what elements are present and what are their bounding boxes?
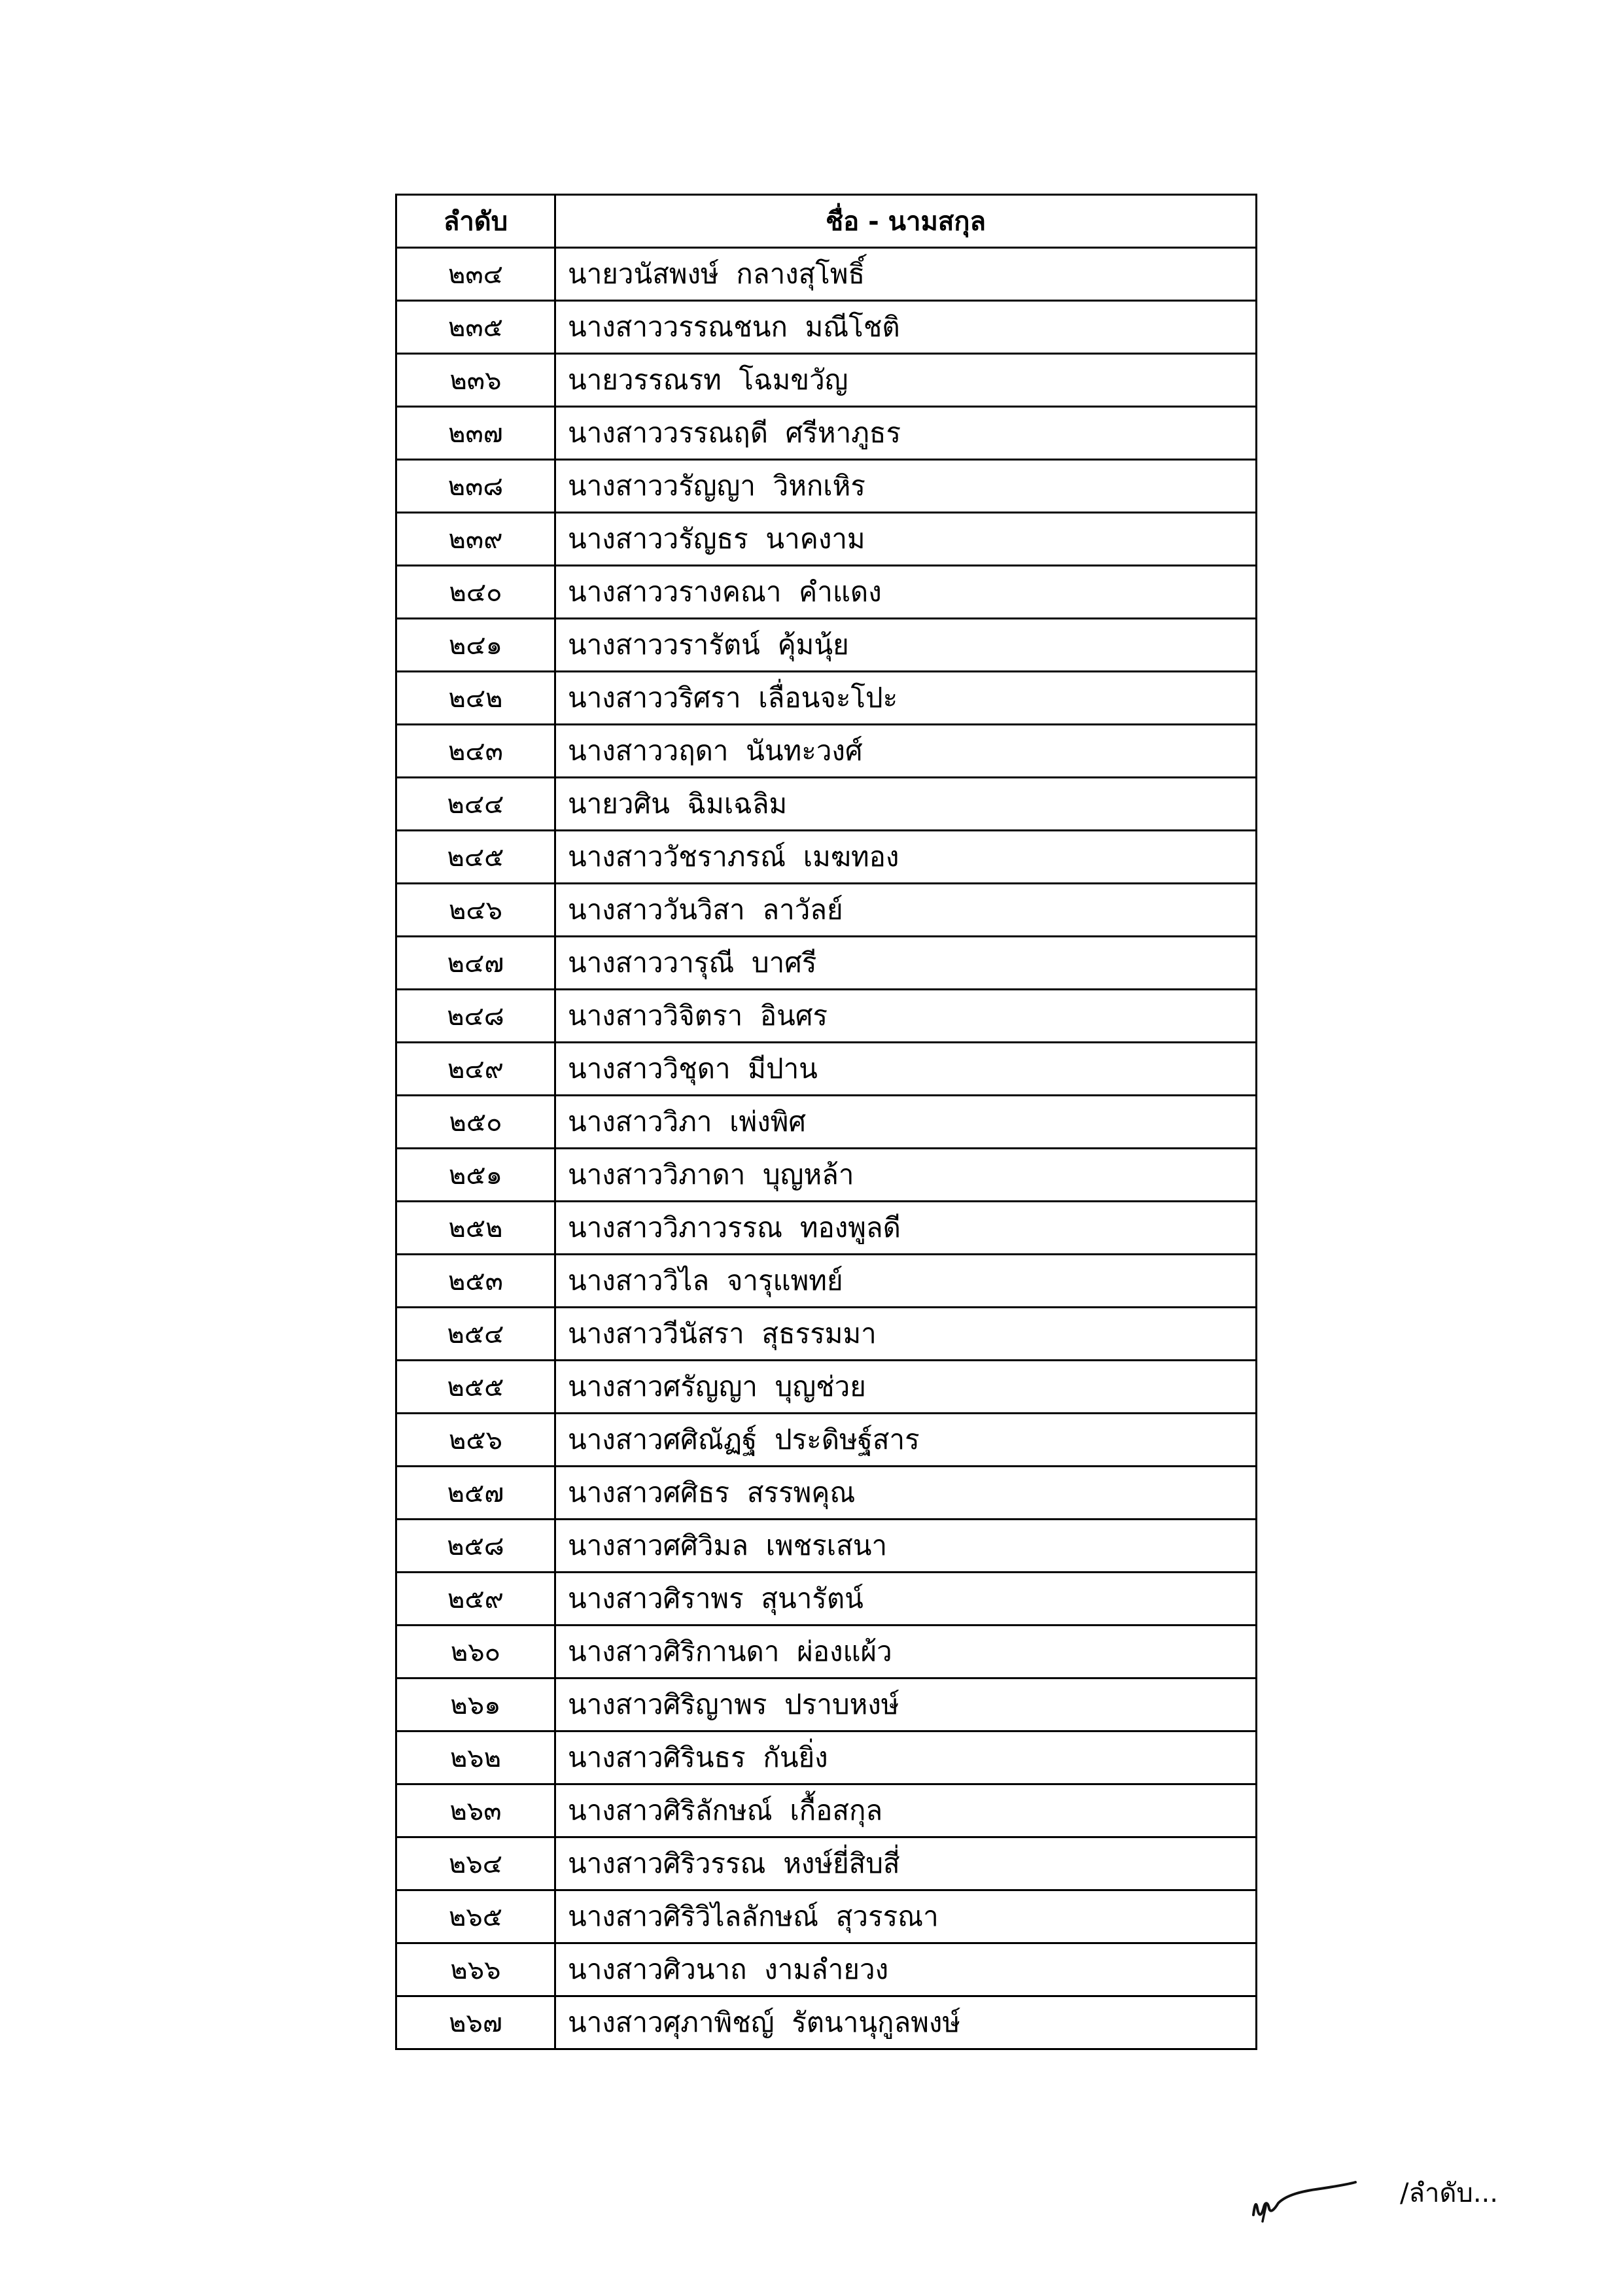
row-number: ๒๕๐ [396, 1096, 555, 1149]
row-full-name: นางสาวศรัญญา บุญช่วย [555, 1361, 1257, 1414]
row-number: ๒๖๐ [396, 1626, 555, 1679]
table-row [396, 778, 1257, 831]
row-full-name: นางสาววริศรา เลื่อนจะโปะ [555, 672, 1257, 725]
row-full-name: นางสาววีนัสรา สุธรรมมา [555, 1308, 1257, 1361]
row-number: ๒๕๗ [396, 1467, 555, 1520]
row-full-name: นางสาวศิริวรรณ หงษ์ยี่สิบสี่ [555, 1837, 1257, 1890]
row-number: ๒๖๑ [396, 1679, 555, 1731]
table-header-row [396, 195, 1257, 248]
table-row [396, 407, 1257, 460]
continuation-note: /ลำดับ... [1400, 2178, 1498, 2208]
table-row [396, 1202, 1257, 1255]
row-full-name: นางสาววารุณี บาศรี [555, 937, 1257, 990]
table-row [396, 1255, 1257, 1308]
table-row [396, 1308, 1257, 1361]
row-number: ๒๔๔ [396, 778, 555, 831]
table-row [396, 566, 1257, 619]
row-full-name: นางสาวศิริญาพร ปราบหงษ์ [555, 1679, 1257, 1731]
row-number: ๒๕๒ [396, 1202, 555, 1255]
table-row [396, 1626, 1257, 1679]
table-row [396, 990, 1257, 1043]
row-full-name: นางสาวศิราพร สุนารัตน์ [555, 1573, 1257, 1626]
row-number: ๒๓๘ [396, 460, 555, 513]
table-row [396, 460, 1257, 513]
row-number: ๒๔๖ [396, 884, 555, 937]
table-row [396, 672, 1257, 725]
row-number: ๒๓๖ [396, 354, 555, 407]
row-full-name: นางสาวศิริวิไลลักษณ์ สุวรรณา [555, 1890, 1257, 1943]
column-header-number: ลำดับ [396, 195, 555, 248]
table-row [396, 354, 1257, 407]
row-full-name: นางสาวศิริกานดา ผ่องแผ้ว [555, 1626, 1257, 1679]
table-row [396, 1414, 1257, 1467]
row-full-name: นางสาวศิริลักษณ์ เกื้อสกุล [555, 1784, 1257, 1837]
row-full-name: นางสาวศิวนาถ งามลำยวง [555, 1943, 1257, 1996]
row-full-name: นางสาววิชุดา มีปาน [555, 1043, 1257, 1096]
row-full-name: นายวรรณรท โฉมขวัญ [555, 354, 1257, 407]
table-row [396, 1467, 1257, 1520]
row-number: ๒๓๗ [396, 407, 555, 460]
table-row [396, 301, 1257, 354]
table-row [396, 1573, 1257, 1626]
row-full-name: นายวศิน ฉิมเฉลิม [555, 778, 1257, 831]
row-full-name: นางสาววรางคณา คำแดง [555, 566, 1257, 619]
row-number: ๒๖๖ [396, 1943, 555, 1996]
table-row [396, 1837, 1257, 1890]
row-number: ๒๔๓ [396, 725, 555, 778]
row-number: ๒๓๔ [396, 248, 555, 301]
row-number: ๒๖๓ [396, 1784, 555, 1837]
row-full-name: นางสาววัชราภรณ์ เมฆทอง [555, 831, 1257, 884]
row-full-name: นางสาววันวิสา ลาวัลย์ [555, 884, 1257, 937]
table-row [396, 1731, 1257, 1784]
column-header-name: ชื่อ - นามสกุล [555, 195, 1257, 248]
handwritten-signature [1248, 2169, 1359, 2228]
table-row [396, 248, 1257, 301]
row-full-name: นางสาววิภา เพ่งพิศ [555, 1096, 1257, 1149]
row-number: ๒๓๙ [396, 513, 555, 566]
row-full-name: นางสาววฤดา นันทะวงศ์ [555, 725, 1257, 778]
row-full-name: นางสาววิจิตรา อินศร [555, 990, 1257, 1043]
row-number: ๒๕๘ [396, 1520, 555, 1573]
row-number: ๒๖๒ [396, 1731, 555, 1784]
row-number: ๒๕๖ [396, 1414, 555, 1467]
row-full-name: นางสาววิไล จารุแพทย์ [555, 1255, 1257, 1308]
table-row [396, 1520, 1257, 1573]
row-full-name: นางสาวศศิณัฏฐ์ ประดิษฐ์สาร [555, 1414, 1257, 1467]
table-row [396, 831, 1257, 884]
row-number: ๒๖๗ [396, 1996, 555, 2049]
row-number: ๒๔๑ [396, 619, 555, 672]
row-number: ๒๔๙ [396, 1043, 555, 1096]
row-number: ๒๔๐ [396, 566, 555, 619]
row-full-name: นางสาววิภาวรรณ ทองพูลดี [555, 1202, 1257, 1255]
table-row [396, 513, 1257, 566]
table-row [396, 1096, 1257, 1149]
row-full-name: นางสาววรรณฤดี ศรีหาภูธร [555, 407, 1257, 460]
row-number: ๒๔๗ [396, 937, 555, 990]
row-number: ๒๔๕ [396, 831, 555, 884]
row-full-name: นางสาววรรณชนก มณีโชติ [555, 301, 1257, 354]
table-row [396, 1043, 1257, 1096]
row-number: ๒๕๓ [396, 1255, 555, 1308]
row-full-name: นางสาววิภาดา บุญหล้า [555, 1149, 1257, 1202]
row-number: ๒๕๙ [396, 1573, 555, 1626]
name-list-table [395, 194, 1257, 2050]
table-row [396, 1890, 1257, 1943]
table-row [396, 725, 1257, 778]
row-full-name: นางสาวศศิวิมล เพชรเสนา [555, 1520, 1257, 1573]
row-number: ๒๓๕ [396, 301, 555, 354]
row-full-name: นางสาววรัญญา วิหกเหิร [555, 460, 1257, 513]
row-number: ๒๔๒ [396, 672, 555, 725]
table-row [396, 1149, 1257, 1202]
row-number: ๒๕๑ [396, 1149, 555, 1202]
row-full-name: นางสาววรัญธร นาคงาม [555, 513, 1257, 566]
row-number: ๒๕๔ [396, 1308, 555, 1361]
row-number: ๒๖๔ [396, 1837, 555, 1890]
table-row [396, 884, 1257, 937]
table-row [396, 937, 1257, 990]
row-number: ๒๔๘ [396, 990, 555, 1043]
row-full-name: นายวนัสพงษ์ กลางสุโพธิ์ [555, 248, 1257, 301]
table-row [396, 1943, 1257, 1996]
table-row [396, 1996, 1257, 2049]
row-number: ๒๕๕ [396, 1361, 555, 1414]
row-number: ๒๖๕ [396, 1890, 555, 1943]
table-row [396, 619, 1257, 672]
row-full-name: นางสาวศิรินธร กันยิ่ง [555, 1731, 1257, 1784]
row-full-name: นางสาวศศิธร สรรพคุณ [555, 1467, 1257, 1520]
row-full-name: นางสาวศุภาพิชญ์ รัตนานุกูลพงษ์ [555, 1996, 1257, 2049]
row-full-name: นางสาววรารัตน์ คุ้มนุ้ย [555, 619, 1257, 672]
table-row [396, 1784, 1257, 1837]
table-row [396, 1679, 1257, 1731]
table-row [396, 1361, 1257, 1414]
table-body [396, 248, 1257, 2049]
